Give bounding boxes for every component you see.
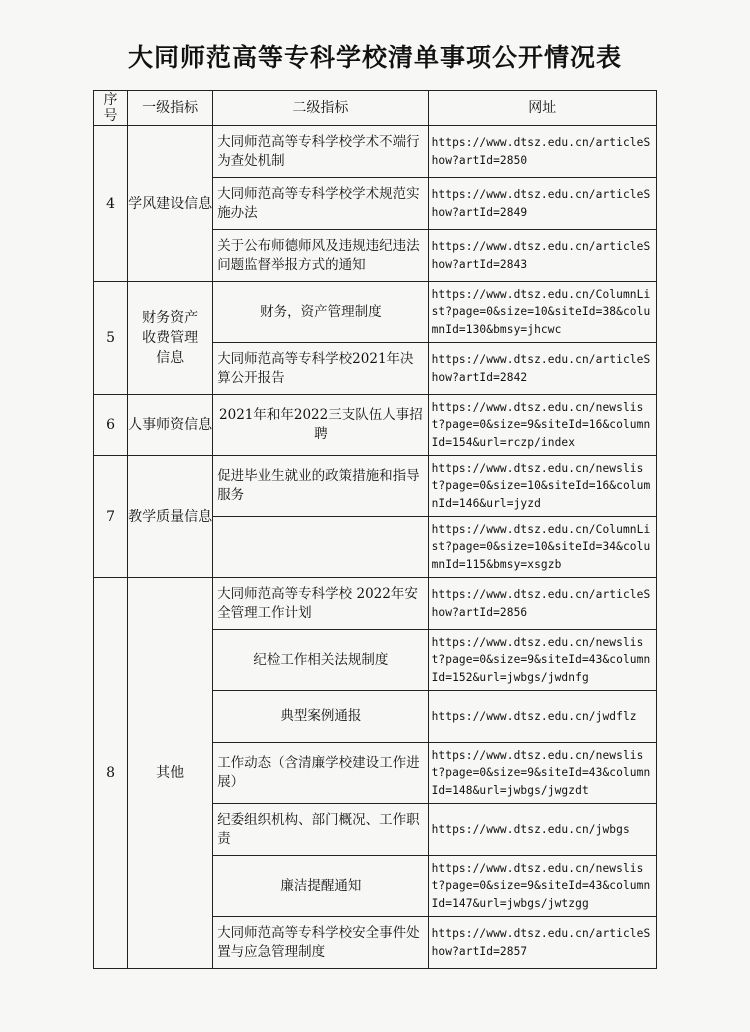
group-no: 5	[94, 282, 128, 395]
header-level1: 一级指标	[128, 91, 213, 126]
item-url-link[interactable]: https://www.dtsz.edu.cn/articleShow?artId=2856	[428, 578, 656, 630]
item-url-link[interactable]: https://www.dtsz.edu.cn/articleShow?artId=2849	[428, 178, 656, 230]
group-no: 6	[94, 395, 128, 456]
item-url-link[interactable]: https://www.dtsz.edu.cn/newslist?page=0&size=9&siteId=43&columnId=147&url=jwbgs/jwtzgg	[428, 856, 656, 917]
header-url: 网址	[428, 91, 656, 126]
table-header-row	[94, 91, 657, 126]
item-url-link[interactable]: https://www.dtsz.edu.cn/ColumnList?page=0&size=10&siteId=38&columnId=130&bmsy=jhcwc	[428, 282, 656, 343]
item-url-link[interactable]: https://www.dtsz.edu.cn/ColumnList?page=0&size=10&siteId=34&columnId=115&bmsy=xsgzb	[428, 517, 656, 578]
item-level2: 财务，资产管理制度	[213, 282, 428, 343]
group-level1: 其他	[128, 578, 213, 969]
table-row	[94, 456, 657, 517]
disclosure-table	[93, 90, 657, 969]
item-level2: 纪委组织机构、部门概况、工作职责	[213, 804, 428, 856]
item-url-link[interactable]: https://www.dtsz.edu.cn/articleShow?artId=2857	[428, 917, 656, 969]
item-url-link[interactable]: https://www.dtsz.edu.cn/newslist?page=0&size=9&siteId=43&columnId=152&url=jwbgs/jwdnfg	[428, 630, 656, 691]
item-url-link[interactable]: https://www.dtsz.edu.cn/articleShow?artId=2842	[428, 343, 656, 395]
item-level2: 大同师范高等专科学校学术规范实施办法	[213, 178, 428, 230]
item-level2: 大同师范高等专科学校2021年决算公开报告	[213, 343, 428, 395]
item-level2: 2021年和年2022三支队伍人事招聘	[213, 395, 428, 456]
item-url-link[interactable]: https://www.dtsz.edu.cn/jwdflz	[428, 691, 656, 743]
group-no: 4	[94, 126, 128, 282]
item-level2: 关于公布师德师风及违规违纪违法问题监督举报方式的通知	[213, 230, 428, 282]
item-level2	[213, 517, 428, 578]
group-no: 8	[94, 578, 128, 969]
header-level2: 二级指标	[213, 91, 428, 126]
item-url-link[interactable]: https://www.dtsz.edu.cn/jwbgs	[428, 804, 656, 856]
group-level1: 学风建设信息	[128, 126, 213, 282]
group-level1: 人事师资信息	[128, 395, 213, 456]
item-level2: 大同师范高等专科学校学术不端行为查处机制	[213, 126, 428, 178]
item-level2: 大同师范高等专科学校安全事件处置与应急管理制度	[213, 917, 428, 969]
item-level2: 工作动态（含清廉学校建设工作进展）	[213, 743, 428, 804]
item-url-link[interactable]: https://www.dtsz.edu.cn/newslist?page=0&size=9&siteId=43&columnId=148&url=jwbgs/jwgzdt	[428, 743, 656, 804]
item-level2: 促进毕业生就业的政策措施和指导服务	[213, 456, 428, 517]
item-level2: 纪检工作相关法规制度	[213, 630, 428, 691]
table-row	[94, 578, 657, 630]
item-url-link[interactable]: https://www.dtsz.edu.cn/articleShow?artId=2850	[428, 126, 656, 178]
item-url-link[interactable]: https://www.dtsz.edu.cn/newslist?page=0&size=9&siteId=16&columnId=154&url=rczp/index	[428, 395, 656, 456]
item-level2: 大同师范高等专科学校 2022年安全管理工作计划	[213, 578, 428, 630]
item-level2: 廉洁提醒通知	[213, 856, 428, 917]
page-title: 大同师范高等专科学校清单事项公开情况表	[127, 43, 622, 72]
group-level1: 财务资产收费管理信息	[128, 282, 213, 395]
item-url-link[interactable]: https://www.dtsz.edu.cn/newslist?page=0&size=10&siteId=16&columnId=146&url=jyzd	[428, 456, 656, 517]
table-row	[94, 126, 657, 178]
item-level2: 典型案例通报	[213, 691, 428, 743]
item-url-link[interactable]: https://www.dtsz.edu.cn/articleShow?artId=2843	[428, 230, 656, 282]
header-no: 序号	[94, 91, 128, 126]
group-level1: 教学质量信息	[128, 456, 213, 578]
table-row	[94, 282, 657, 343]
table-row	[94, 395, 657, 456]
group-no: 7	[94, 456, 128, 578]
